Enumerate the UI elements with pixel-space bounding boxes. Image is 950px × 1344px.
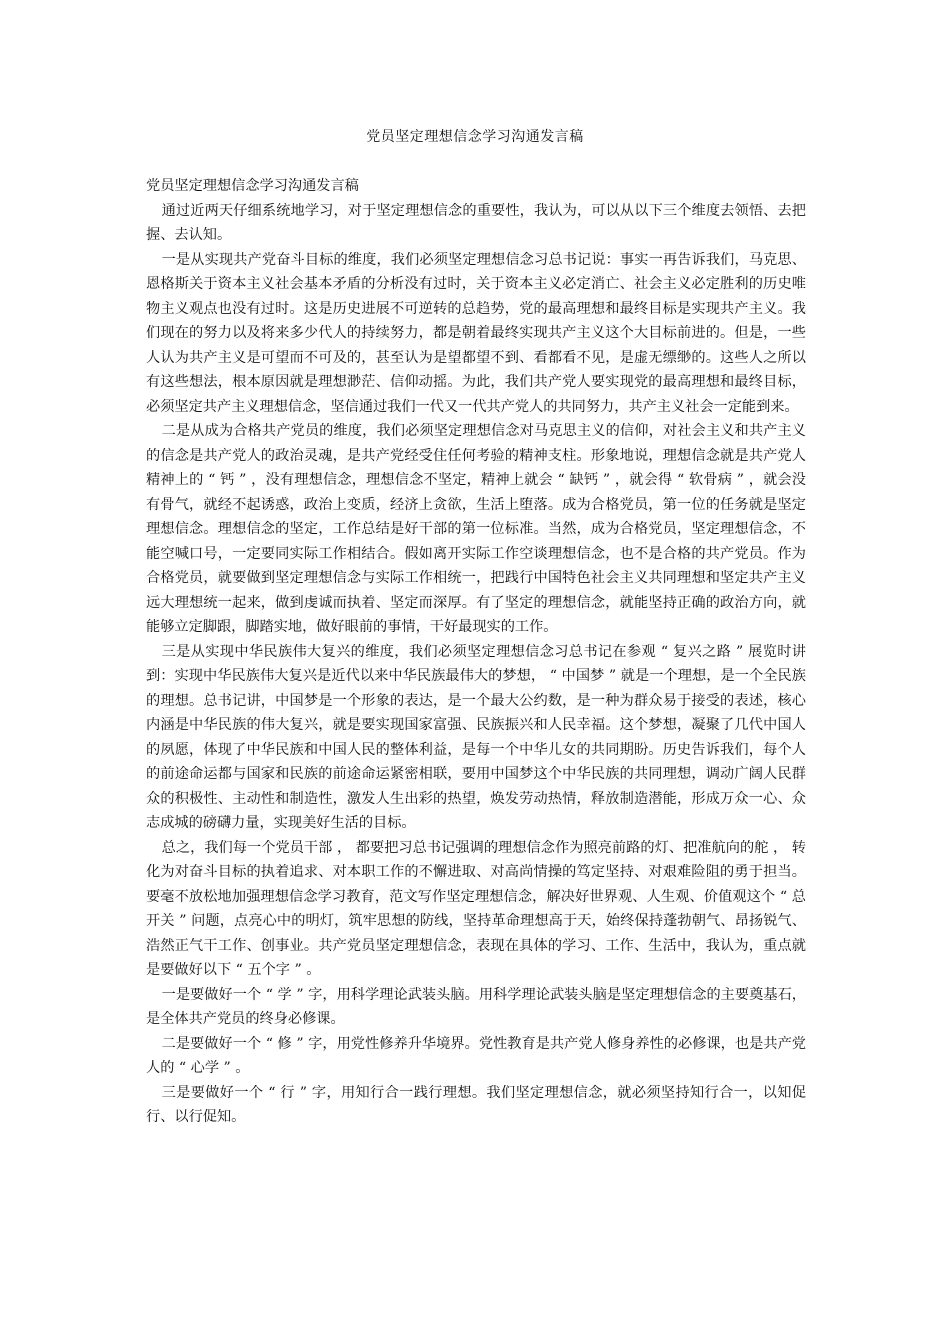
document-body (146, 174, 806, 1130)
paragraph-dimension-1: 一是从实现共产党奋斗目标的维度，我们必须坚定理想信念习总书记说：事实一再告诉我们，马克思、恩格斯关于资本主义社会基本矛盾的分析没有过时，关于资本主义必定消亡、社会主义必定胜利的历史唯物主义观点也没有过时。这是历史进展不可逆转的总趋势，党的最高理想和最终目标是实现共产主义。我们现在的努力以及将来多少代人的持续努力，都是朝着最终实现共产主义这个大目标前进的。但是，一些人认为共产主义是可望而不可及的，甚至认为是望都望不到、看都看不见，是虚无缥缈的。这些人之所以有这些想法，根本原因就是理想渺茫、信仰动摇。为此，我们共产党人要实现党的最高理想和最终目标，必须坚定共产主义理想信念，坚信通过我们一代又一代共产党人的共同努力，共产主义社会一定能到来。 (146, 251, 806, 415)
document-title: 党员坚定理想信念学习沟通发言稿 (366, 129, 584, 145)
paragraph-point-3: 三是要做好一个 “ 行 ” 字，用知行合一践行理想。我们坚定理想信念，就必须坚持知行合一，以知促行、以行促知。 (146, 1084, 806, 1125)
paragraph-dimension-3: 三是从实现中华民族伟大复兴的维度，我们必须坚定理想信念习总书记在参观 “ 复兴之路 ” 展览时讲到：实现中华民族伟大复兴是近代以来中华民族最伟大的梦想， “ 中国梦 ” 就是一个理想，是一个全民族的理想。总书记讲，中国梦是一个形象的表达，是一个最大公约数，是一种为群众易于接受的表述，核心内涵是中华民族的伟大复兴，就是要实现国家富强、民族振兴和人民幸福。这个梦想，凝聚了几代中国人的夙愿，体现了中华民族和中国人民的整体利益，是每一个中华儿女的共同期盼。历史告诉我们，每个人的前途命运都与国家和民族的前途命运紧密相联，要用中国梦这个中华民族的共同理想，调动广阔人民群众的积极性、主动性和制造性，激发人生出彩的热望，焕发劳动热情，释放制造潜能，形成万众一心、众志成城的磅礴力量，实现美好生活的目标。 (146, 643, 806, 831)
paragraph-intro: 通过近两天仔细系统地学习，对于坚定理想信念的重要性，我认为，可以从以下三个维度去领悟、去把握、去认知。 (146, 202, 806, 243)
paragraph-dimension-2: 二是从成为合格共产党员的维度，我们必须坚定理想信念对马克思主义的信仰，对社会主义和共产主义的信念是共产党人的政治灵魂，是共产党经受住任何考验的精神支柱。形象地说，理想信念就是共产党人精神上的 “ 钙 ” ，没有理想信念，理想信念不坚定，精神上就会 “ 缺钙 ” ，就会得 “ 软骨病 ” ，就会没有骨气，就经不起诱惑，政治上变质，经济上贪欲，生活上堕落。成为合格党员，第一位的任务就是坚定理想信念。理想信念的坚定，工作总结是好干部的第一位标准。当然，成为合格党员，坚定理想信念，不能空喊口号，一定要同实际工作相结合。假如离开实际工作空谈理想信念，也不是合格的共产党员。作为合格党员，就要做到坚定理想信念与实际工作相统一，把践行中国特色社会主义共同理想和坚定共产主义远大理想统一起来，做到虔诚而执着、坚定而深厚。有了坚定的理想信念，就能坚持正确的政治方向，就能够立定脚跟，脚踏实地，做好眼前的事情，干好最现实的工作。 (146, 423, 806, 635)
paragraph-point-1: 一是要做好一个 “ 学 ” 字，用科学理论武装头脑。用科学理论武装头脑是坚定理想信念的主要奠基石，是全体共产党员的终身必修课。 (146, 986, 806, 1027)
paragraph-subtitle: 党员坚定理想信念学习沟通发言稿 (146, 178, 359, 194)
paragraph-point-2: 二是要做好一个 “ 修 ” 字，用党性修养升华境界。党性教育是共产党人修身养性的必修课，也是共产党人的 “ 心学 ” 。 (146, 1035, 806, 1076)
paragraph-summary: 总之，我们每一个党员干部 ， 都要把习总书记强调的理想信念作为照亮前路的灯、把准航向的舵 ， 转化为对奋斗目标的执着追求、对本职工作的不懈进取、对高尚情操的笃定坚持、对艰难险阻的勇于担当。要毫不放松地加强理想信念学习教育，范文写作坚定理想信念，解决好世界观、人生观、价值观这个 “ 总开关 ” 问题，点亮心中的明灯，筑牢思想的防线，坚持革命理想高于天，始终保持蓬勃朝气、昂扬锐气、浩然正气干工作、创事业。共产党员坚定理想信念，表现在具体的学习、工作、生活中，我认为，重点就是要做好以下 “ 五个字 ” 。 (146, 839, 806, 978)
